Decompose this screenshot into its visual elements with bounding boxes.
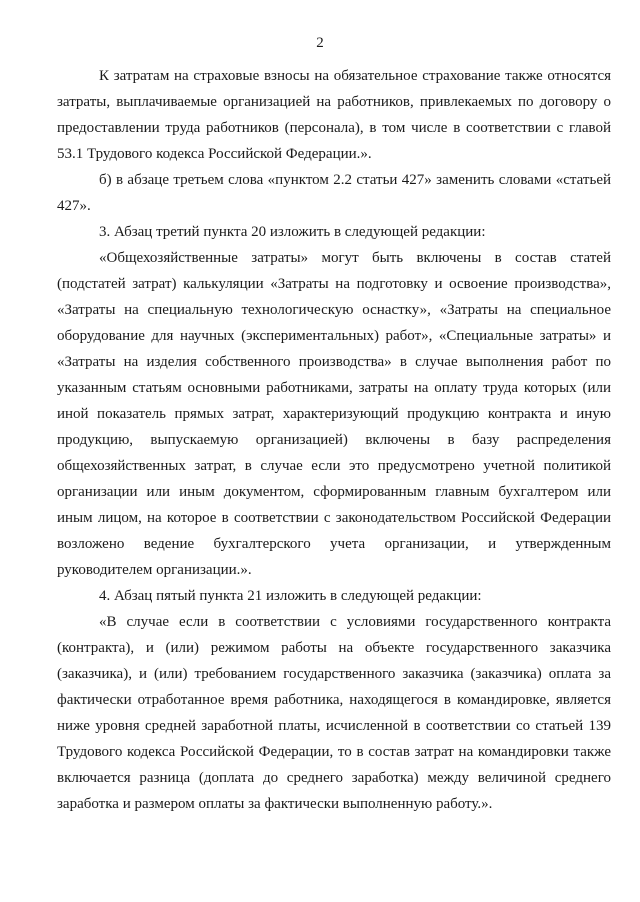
paragraph-insurance-costs: К затратам на страховые взносы на обязательное страхование также относятся затраты, выплачиваемые организацией на работников, привлекаемых по договору о предоставлении труда работников (персонала), в том числе в соответствии с главой 53.1 Трудового кодекса Российской Федерации.». <box>57 68 611 162</box>
page-number: 2 <box>316 35 324 51</box>
paragraph-business-trip: «В случае если в соответствии с условиями государственного контракта (контракта), и (или) режимом работы на объекте государственного заказчика (заказчика), и (или) требованием государственного заказчика (заказчика) оплата за фактически отработанное время работника, находящегося в командировке, является ниже уровня средней заработной платы, исчисленной в соответствии со статьей 139 Трудового кодекса Российской Федерации, то в состав затрат на командировки также включается разница (доплата до среднего заработка) между величиной среднего заработка и размером оплаты за фактически выполненную работу.». <box>57 614 611 812</box>
paragraph-overhead-costs: «Общехозяйственные затраты» могут быть включены в состав статей (подстатей затрат) калькуляции «Затраты на подготовку и освоение производства», «Затраты на специальную технологическую оснастку», «Затраты на специальное оборудование для научных (экспериментальных) работ», «Специальные затраты» и «Затраты на изделия собственного производства» в случае выполнения работ по указанным статьям основными работниками, затраты на оплату труда которых (или иной показатель прямых затрат, характеризующий продукцию контракта и иную продукцию, выпускаемую организацией) включены в базу распределения общехозяйственных затрат, в случае если это предусмотрено учетной политикой организации или иным документом, сформированным главным бухгалтером или иным лицом, на которое в соответствии с законодательством Российской Федерации возложено ведение бухгалтерского учета организации, и утвержденным руководителем организации.». <box>57 250 611 578</box>
paragraph-item-3-heading: 3. Абзац третий пункта 20 изложить в следующей редакции: <box>99 224 486 240</box>
paragraph-subitem-b: б) в абзаце третьем слова «пунктом 2.2 статьи 427» заменить словами «статьей 427». <box>57 172 611 214</box>
document-body <box>57 63 611 817</box>
paragraph-item-4-heading: 4. Абзац пятый пункта 21 изложить в следующей редакции: <box>99 588 482 604</box>
